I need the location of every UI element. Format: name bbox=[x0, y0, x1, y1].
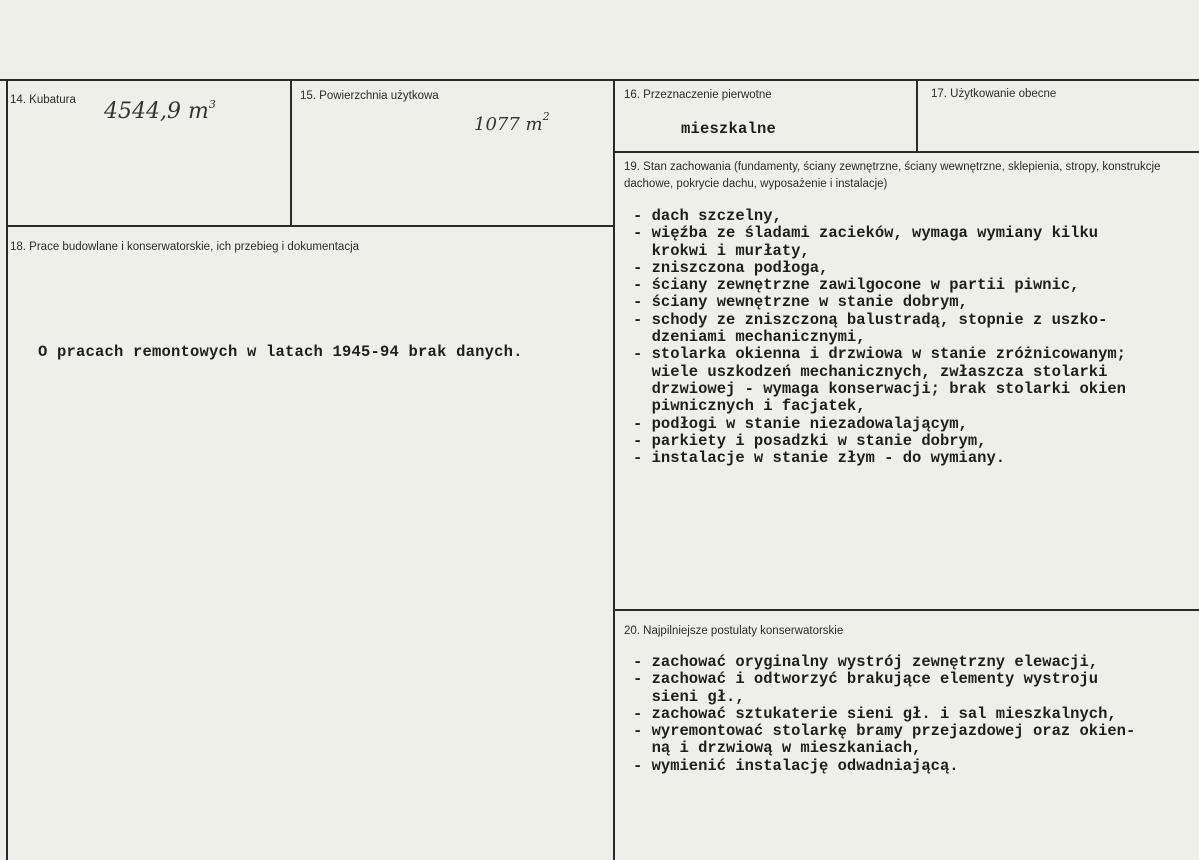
field-18-label: 18. Prace budowlane i konserwatorskie, ich przebieg i dokumentacja bbox=[10, 241, 360, 253]
divider-14-15 bbox=[290, 80, 292, 226]
field-14-value: 4544,9 m bbox=[104, 99, 209, 124]
list-item: krokwi i murłaty, bbox=[633, 241, 810, 260]
top-rule bbox=[0, 79, 1199, 81]
list-item: - wymienić instalację odwadniającą. bbox=[633, 756, 959, 775]
divider-16-17 bbox=[916, 80, 918, 152]
field-19-condition-list bbox=[633, 208, 1126, 467]
list-item: - więźba ze śladami zacieków, wymaga wymiany kilku bbox=[633, 224, 1099, 243]
rule-under-14-15 bbox=[6, 225, 615, 227]
list-item: sieni gł., bbox=[633, 687, 745, 706]
list-item: piwnicznych i facjatek, bbox=[633, 397, 866, 416]
left-rule bbox=[6, 79, 8, 860]
list-item: drzwiowej - wymaga konserwacji; brak stolarki okien bbox=[633, 379, 1126, 398]
rule-under-16-17 bbox=[613, 151, 1199, 153]
field-14-label: 14. Kubatura bbox=[10, 94, 76, 106]
list-item: - ściany wewnętrzne w stanie dobrym, bbox=[633, 293, 968, 312]
field-19-label: 19. Stan zachowania (fundamenty, ściany zewnętrzne, ściany wewnętrzne, sklepienia, stropy, konstrukcje dachowe, pokrycie dachu, wyposażenie i instalacje) bbox=[624, 161, 1161, 190]
list-item: - zachować sztukaterie sieni gł. i sal mieszkalnych, bbox=[633, 704, 1117, 723]
field-16-value: mieszkalne bbox=[681, 120, 777, 138]
field-18-text: O pracach remontowych w latach 1945-94 brak danych. bbox=[38, 343, 523, 361]
list-item: - podłogi w stanie niezadowalającym, bbox=[633, 414, 968, 433]
field-14-handwritten-value bbox=[104, 98, 216, 124]
list-item: - zachować i odtworzyć brakujące elementy wystroju bbox=[633, 670, 1099, 689]
field-15-handwritten-value bbox=[474, 110, 550, 135]
list-item: wiele uszkodzeń mechanicznych, zwłaszcza stolarki bbox=[633, 362, 1108, 381]
list-item: - schody ze zniszczoną balustradą, stopnie z uszko- bbox=[633, 310, 1108, 329]
list-item: - zniszczona podłoga, bbox=[633, 258, 829, 277]
main-vertical-divider bbox=[613, 80, 615, 860]
list-item: - zachować oryginalny wystrój zewnętrzny elewacji, bbox=[633, 653, 1099, 671]
list-item: dzeniami mechanicznymi, bbox=[633, 328, 866, 347]
field-15-label: 15. Powierzchnia użytkowa bbox=[300, 90, 439, 102]
list-item: - ściany zewnętrzne zawilgocone w partii piwnic, bbox=[633, 276, 1080, 295]
list-item: - dach szczelny, bbox=[633, 207, 782, 225]
field-20-label: 20. Najpilniejsze postulaty konserwatorskie bbox=[624, 625, 844, 637]
field-17-label: 17. Użytkowanie obecne bbox=[931, 88, 1057, 100]
field-15-unit-exponent: 2 bbox=[542, 110, 550, 123]
rule-above-20 bbox=[613, 609, 1199, 611]
field-16-label: 16. Przeznaczenie pierwotne bbox=[624, 89, 772, 101]
list-item: - instalacje w stanie złym - do wymiany. bbox=[633, 449, 1006, 468]
list-item: ną i drzwiową w mieszkaniach, bbox=[633, 739, 922, 758]
list-item: - stolarka okienna i drzwiowa w stanie zróżnicowanym; bbox=[633, 345, 1126, 364]
list-item: - wyremontować stolarkę bramy przejazdowej oraz okien- bbox=[633, 722, 1136, 741]
field-20-postulates-list bbox=[633, 654, 1135, 775]
list-item: - parkiety i posadzki w stanie dobrym, bbox=[633, 431, 987, 450]
field-15-value: 1077 m bbox=[474, 114, 543, 135]
field-14-unit-exponent: 3 bbox=[208, 98, 216, 111]
